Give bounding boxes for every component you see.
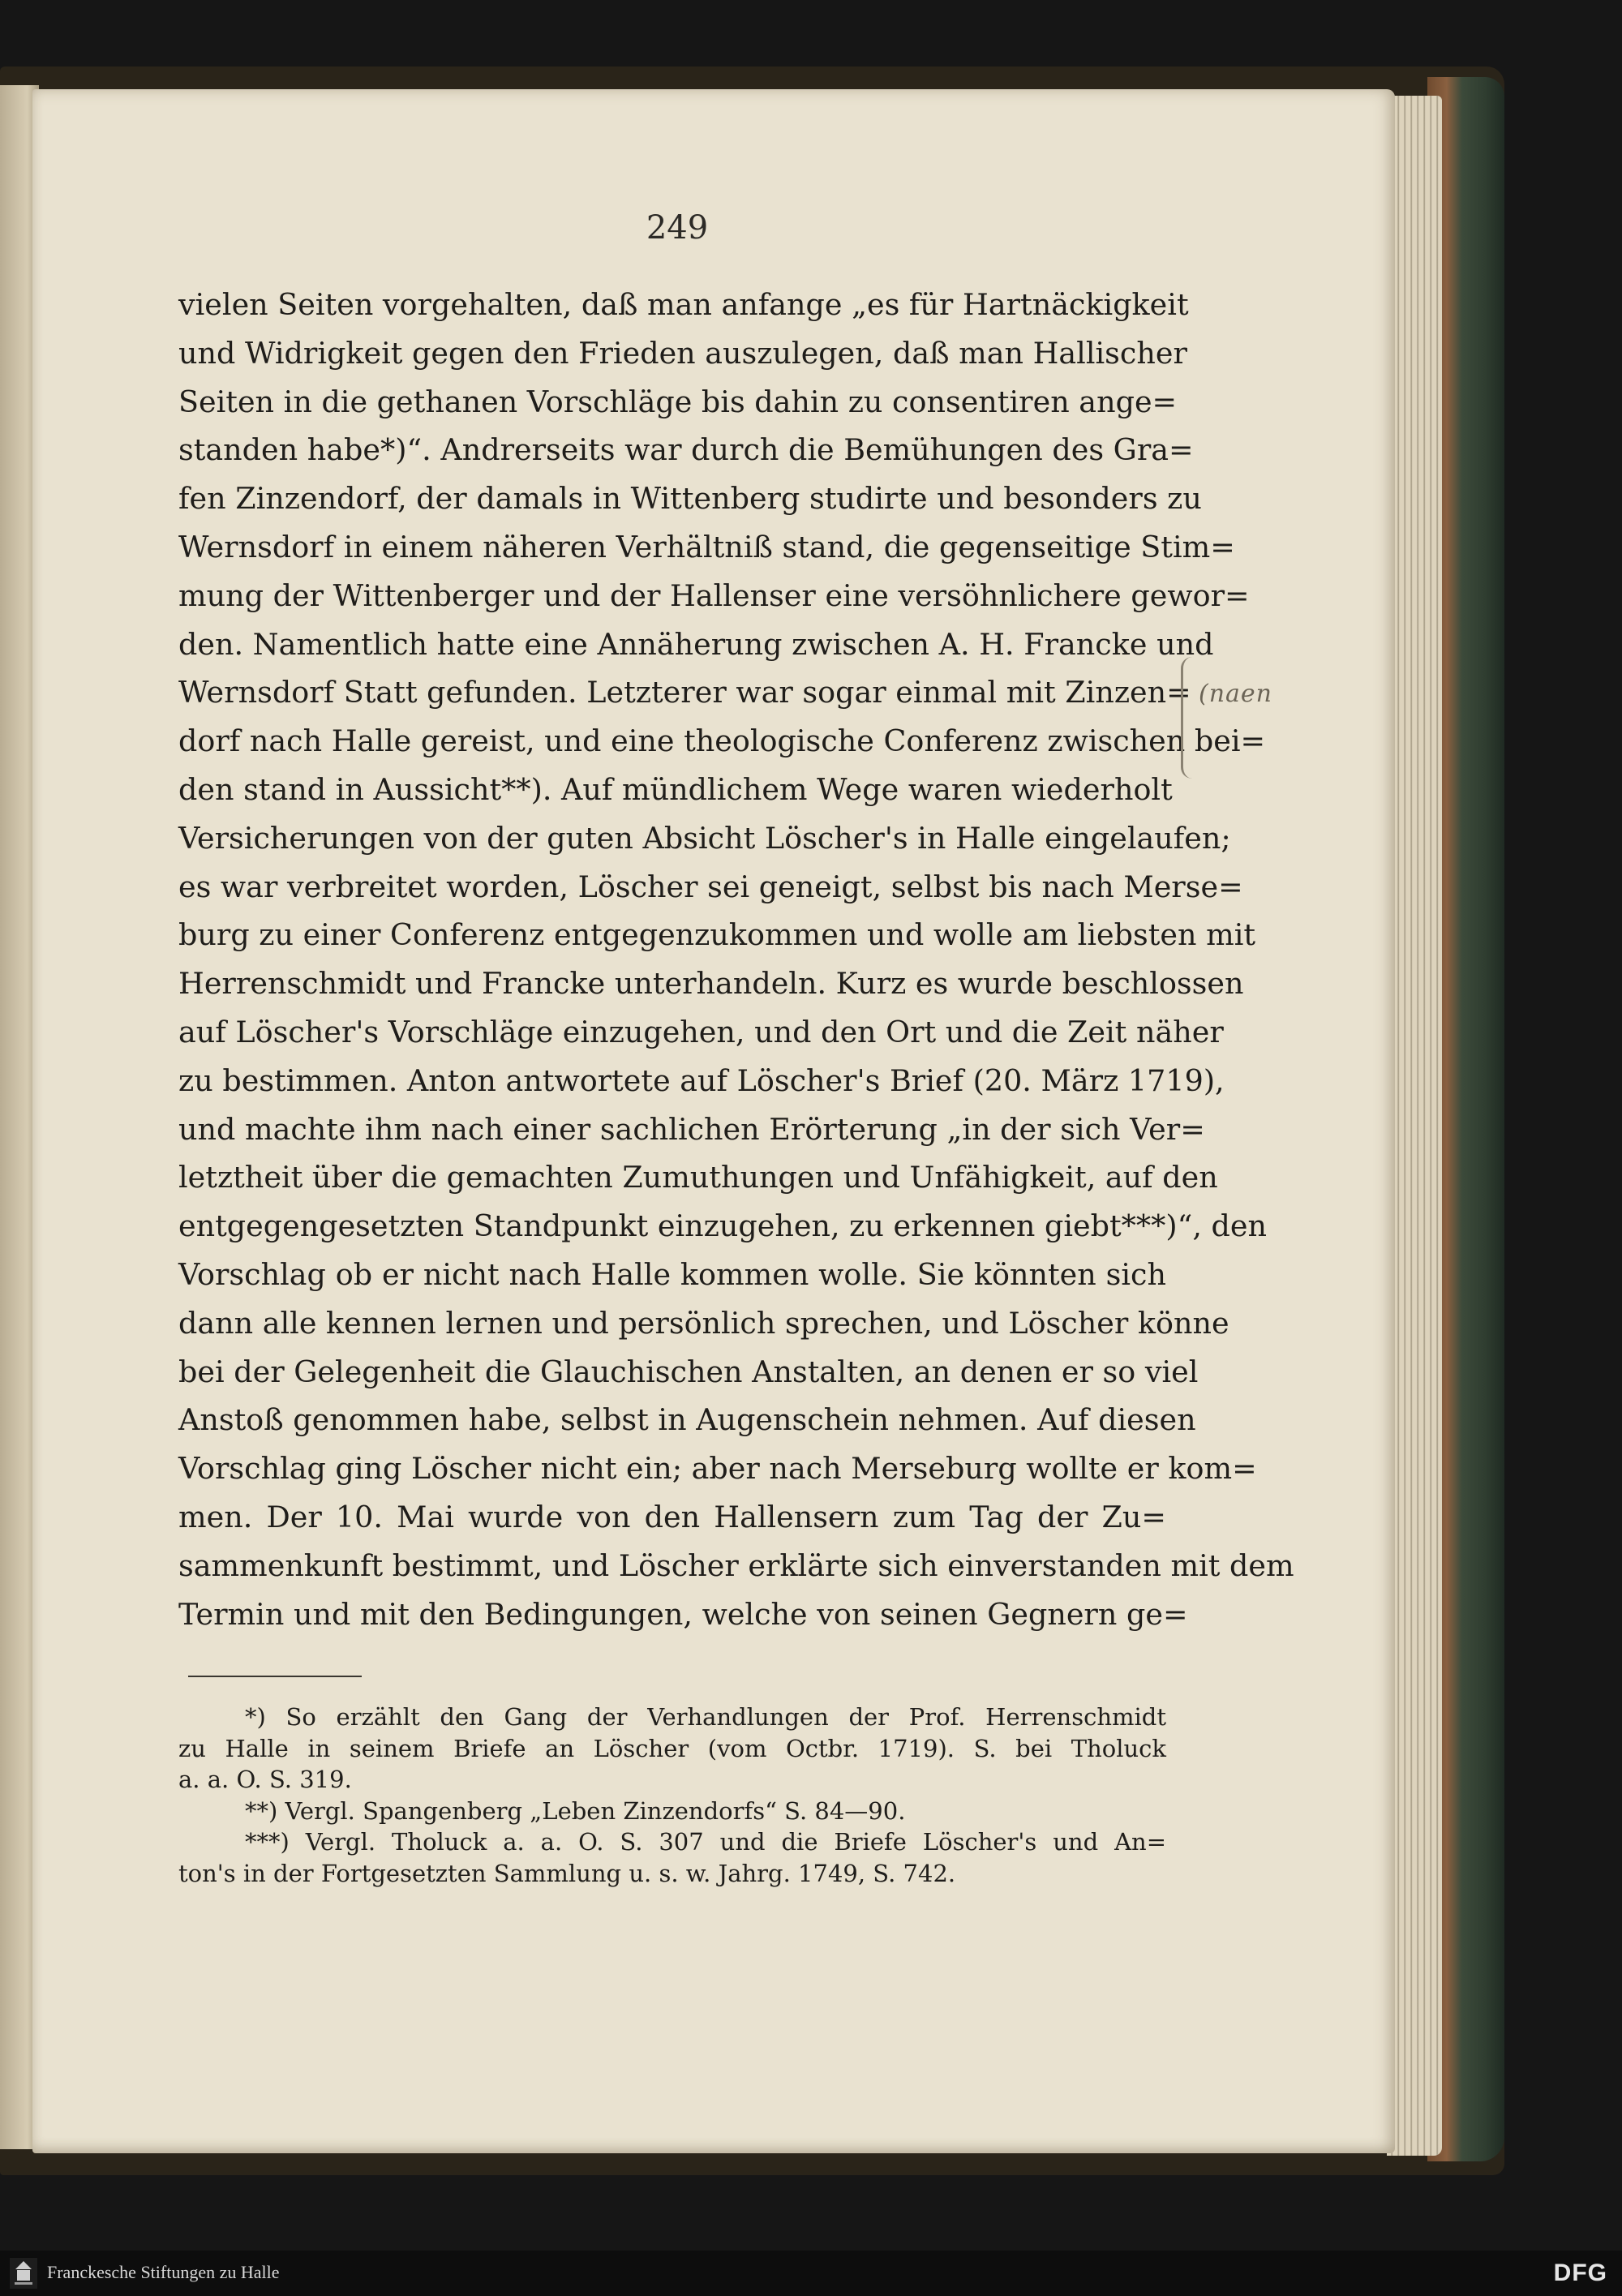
- body-line: dorf nach Halle gereist, und eine theologische Conferenz zwischen bei=: [178, 723, 1266, 759]
- body-line: Vorschlag ging Löscher nicht ein; aber nach Merseburg wollte er kom=: [178, 1451, 1257, 1487]
- footnote-line: **) Vergl. Spangenberg „Leben Zinzendorfs“ S. 84—90.: [245, 1796, 906, 1825]
- marginal-bracket: [1181, 657, 1198, 779]
- body-line: Anstoß genommen habe, selbst in Augenschein nehmen. Auf diesen: [178, 1402, 1196, 1438]
- body-line: den. Namentlich hatte eine Annäherung zwischen A. H. Francke und: [178, 626, 1214, 662]
- institution-logo-icon: [10, 2258, 37, 2289]
- body-line: Wernsdorf Statt gefunden. Letzterer war sogar einmal mit Zinzen=: [178, 675, 1191, 710]
- marginal-handwritten-note: (naen: [1199, 680, 1272, 708]
- body-line: zu bestimmen. Anton antwortete auf Löscher's Brief (20. März 1719),: [178, 1062, 1225, 1098]
- body-line: standen habe*)“. Andrerseits war durch die Bemühungen des Gra=: [178, 432, 1194, 468]
- footnote-line: *) So erzählt den Gang der Verhandlungen der Prof. Herrenschmidt: [245, 1703, 1166, 1731]
- footer-institution-link[interactable]: Franckesche Stiftungen zu Halle: [47, 2262, 280, 2282]
- footnotes: [178, 1702, 1166, 1889]
- page-number: 249: [646, 209, 709, 247]
- body-line: sammenkunft bestimmt, und Löscher erklärte sich einverstanden mit dem: [178, 1547, 1294, 1583]
- body-line: mung der Wittenberger und der Hallenser eine versöhnlichere gewor=: [178, 577, 1250, 613]
- body-line: bei der Gelegenheit die Glauchischen Anstalten, an denen er so viel: [178, 1354, 1199, 1389]
- body-line: auf Löscher's Vorschläge einzugehen, und den Ort und die Zeit näher: [178, 1014, 1224, 1049]
- body-line: Versicherungen von der guten Absicht Löscher's in Halle eingelaufen;: [178, 820, 1231, 856]
- body-line: und machte ihm nach einer sachlichen Erörterung „in der sich Ver=: [178, 1111, 1205, 1147]
- body-line: burg zu einer Conferenz entgegenzukommen und wolle am liebsten mit: [178, 917, 1256, 953]
- body-line: Vorschlag ob er nicht nach Halle kommen wolle. Sie könnten sich: [178, 1256, 1166, 1292]
- body-line: entgegengesetzten Standpunkt einzugehen, zu erkennen giebt***)“, den: [178, 1208, 1267, 1244]
- footer-bar: [0, 2251, 1622, 2296]
- page-stack-edge: [1387, 96, 1442, 2156]
- body-line: fen Zinzendorf, der damals in Wittenberg studirte und besonders zu: [178, 481, 1202, 517]
- footnote-line: zu Halle in seinem Briefe an Löscher (vom Octbr. 1719). S. bei Tholuck: [178, 1734, 1166, 1762]
- body-line: letztheit über die gemachten Zumuthungen und Unfähigkeit, auf den: [178, 1160, 1218, 1195]
- body-line: und Widrigkeit gegen den Frieden auszulegen, daß man Hallischer: [178, 335, 1187, 371]
- body-line: vielen Seiten vorgehalten, daß man anfange „es für Hartnäckigkeit: [178, 287, 1189, 322]
- body-line: es war verbreitet worden, Löscher sei geneigt, selbst bis nach Merse=: [178, 869, 1243, 904]
- body-line: Wernsdorf in einem näheren Verhältniß stand, die gegenseitige Stim=: [178, 529, 1235, 564]
- body-line: Termin und mit den Bedingungen, welche von seinen Gegnern ge=: [178, 1596, 1188, 1632]
- body-line: Herrenschmidt und Francke unterhandeln. Kurz es wurde beschlossen: [178, 966, 1244, 1002]
- body-line: den stand in Aussicht**). Auf mündlichem Wege waren wiederholt: [178, 771, 1173, 807]
- dfg-logo: DFG: [1553, 2260, 1607, 2286]
- footnote-line: ton's in der Fortgesetzten Sammlung u. s. w. Jahrg. 1749, S. 742.: [178, 1859, 956, 1887]
- body-line: dann alle kennen lernen und persönlich sprechen, und Löscher könne: [178, 1305, 1229, 1341]
- body-line: men. Der 10. Mai wurde von den Hallensern zum Tag der Zu=: [178, 1499, 1166, 1534]
- footnote-rule: [188, 1676, 362, 1677]
- footnote-line: a. a. O. S. 319.: [178, 1766, 352, 1793]
- body-line: Seiten in die gethanen Vorschläge bis dahin zu consentiren ange=: [178, 384, 1178, 419]
- footnote-line: ***) Vergl. Tholuck a. a. O. S. 307 und die Briefe Löscher's und An=: [245, 1828, 1166, 1856]
